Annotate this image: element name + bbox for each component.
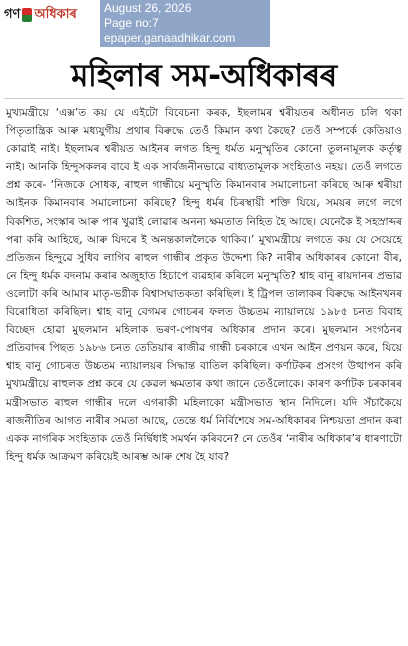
- article-headline: মহিলাৰ সম-অধিকাৰৰ: [71, 58, 337, 94]
- article-paragraph: মুখ্যমন্ত্ৰীয়ে ‘এক্স’ত কয় যে এইটো বিবেচনা কৰক, ইছলামৰ শ্বৰীয়তৰ অধীনত চলি থকা পিতৃতান্ত্ৰিক আৰু মধ্যযুগীয় প্ৰথাৰ বিৰুদ্ধে তেওঁ কিমান কথা কৈছে? তেওঁ সম্পৰ্কে কেতিয়াও কোৱাই নাই। ইছলামৰ শ্বৰীয়ত আইনৰ লগত হিন্দু ধৰ্মত মনুস্মৃতিৰ কোনো তুলনামূলক কৰ্তৃত্ব নাই। আনকি হিন্দুসকলৰ বাবে ই এক সাৰ্বজনীনভাৱে বাধ্যতামূলক সংহিতাও নহয়। তেওঁ লগতে প্ৰশ্ন কৰে- ‘নিজকে সোধক, ৰাহুল গান্ধীয়ে মনুস্মৃতি কিমানবাৰ সমালোচনা কৰিছে আৰু শ্বৰীয়া আইনক কিমানবাৰ সমালোচনা কৰিছে? হিন্দু ধৰ্মৰ চিৰস্থায়ী শক্তি যিয়ে, সময়ৰ লগে লগে বিকশিত, সংস্কাৰ আৰু পাৰ খুৱাই লোৱাৰ অনন্য ক্ষমতাত নিহিত হৈ আছে। যেনেকৈ ই সহস্ৰাব্দৰ পৰা কৰি আহিছে, আৰু যিদৰে ই অনন্তকাললৈকে থাকিব।’ মুখ্যমন্ত্ৰীয়ে লগতে কয় যে সেয়েহে প্ৰতিজন হিন্দুৱে সুধিব লাগিব ৰাহুল গান্ধীৰ প্ৰকৃত উদ্দেশ্য কি? নাৰীৰ অধিকাৰৰ কোনো বীৰ, নে হিন্দু ধৰ্মক বদনাম কৰাৰ অজুহাত হিচাপে ব্যৱহাৰ কৰিলে মনুস্মৃতি? শ্বাহ বানু ৰায়দানৰ প্ৰভাৱ ওলোটা কৰি আমাৰ মাতৃ-ভগ্নীক বিশ্বাসঘাতকতা কৰিছিল। ই ট্ৰিপল তালাকৰ বিৰুদ্ধে আইনখনৰ বিৰোধিতা কৰিছিল। শ্বাহ বানু বেগমৰ গোচৰৰ ফলত উচ্চতম ন্যায়ালয়ে ১৯৮৫ চনত বিবাহ বিচ্ছেদ হোৱা মুছলমান মহিলাক ভৰণ-পোষণৰ অধিকাৰ প্ৰদান কৰে। মুছলমান সংগঠনৰ প্ৰতিবাদৰ পিছত ১৯৮৬ চনত তেতিয়াৰ ৰাজীৱ গান্ধী চৰকাৰে এখন আইন প্ৰণয়ন কৰে, যিয়ে শ্বাহ বানু গোচৰত উচ্চতম ন্যায়ালয়ৰ সিদ্ধান্ত বাতিল কৰিছিল। কৰ্ণাটকৰ প্ৰসংগ উত্থাপন কৰি মুখ্যমন্ত্ৰীয়ে ৰাহুলক প্ৰশ্ন কৰে যে কেৱল ক্ষমতাৰ কথা জানে তেওঁলোকে। কাৰণ কৰ্ণাটক চৰকাৰৰ মন্ত্ৰীসভাত ৰাহুল গান্ধীৰ দলে এগৰাকী মহিলাকো মন্ত্ৰীসভাত স্থান নিদিলে। যদি সঁচাকৈয়ে ৰাজনীতিৰ আগত নাৰীৰ সমতা আছে, তেন্তে ধৰ্ম নিৰ্বিশেষে সম-অধিকাৰৰ নিশ্চয়তা প্ৰদান কৰা একক নাগৰিক সংহিতাক তেওঁ নিৰ্দ্বিধাই সমৰ্থন কৰিবনে? নে তেওঁৰ ‘নাৰীৰ অধিকাৰ’ৰ ধাৰণাটো হিন্দু ধৰ্মক আক্ৰমণ কৰিয়েই আৰম্ভ আৰু শেষ হৈ যাব?: [6, 107, 402, 463]
- logo-text-part2: অধিকাৰ: [34, 6, 77, 22]
- newspaper-logo[interactable]: [4, 4, 77, 26]
- logo-mark-icon: [22, 8, 32, 22]
- masthead-bar: [0, 0, 408, 46]
- edition-date: August 26, 2026: [104, 1, 192, 15]
- logo-text-part1: গণ: [4, 6, 21, 22]
- site-url[interactable]: epaper.ganaadhikar.com: [104, 31, 236, 45]
- headline-divider: [4, 98, 404, 99]
- edition-info: [100, 0, 270, 47]
- page-number: Page no:7: [104, 16, 159, 30]
- article-body: [6, 104, 402, 466]
